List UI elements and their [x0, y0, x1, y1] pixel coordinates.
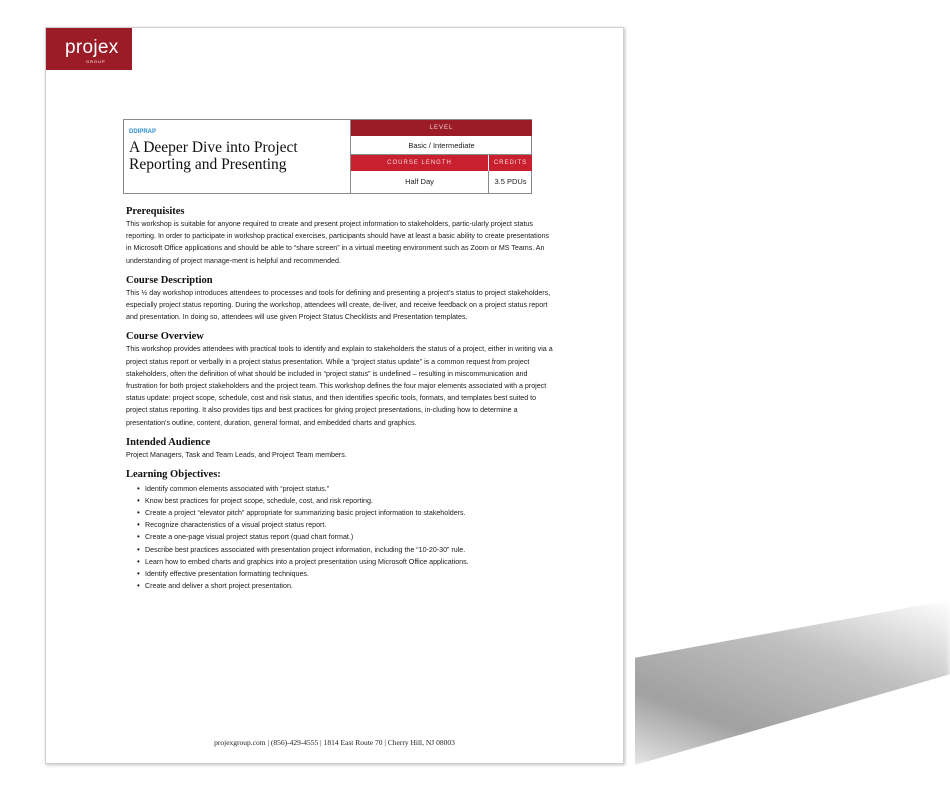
list-item: • Create and deliver a short project presentation.	[137, 580, 556, 592]
logo-wordmark: projex	[65, 37, 119, 58]
learning-objectives-list	[126, 483, 556, 592]
list-item: • Create a project “elevator pitch” appropriate for summarizing basic project information to stakeholders.	[137, 507, 556, 519]
prerequisites-heading: Prerequisites	[126, 206, 185, 217]
document-body	[126, 206, 556, 600]
learning-objectives-section	[126, 469, 556, 592]
level-header: LEVEL	[351, 120, 532, 136]
course-description-section	[126, 275, 556, 324]
course-overview-section	[126, 331, 556, 428]
course-info-grid	[350, 120, 532, 193]
list-item: • Describe best practices associated with presentation project information, including the “10-20-30” rule.	[137, 544, 556, 556]
list-item: • Know best practices for project scope, schedule, cost, and risk reporting.	[137, 495, 556, 507]
list-item: • Recognize characteristics of a visual project status report.	[137, 519, 556, 531]
course-description-heading: Course Description	[126, 274, 213, 286]
course-overview-text: This workshop provides attendees with practical tools to identify and explain to stakeholders the status of a project, either in writing via a project status report or verbally in a project status presentation. While a “project status update” is a common request from project stakeholders, often the definition of what should be included in “project status” is undefined – resulting in miscommunication and frustration for both project stakeholders and the project team. This workshop defines the four major elements associated with a project status update: project scope, schedule, cost and risk status, and then identifies specific tools, formats, and templates best suited to project status reporting. It also provides tips and best practices for giving project presentations, in-cluding how to determine a presentation’s outline, content, duration, general format, and embedded charts and graphics.	[126, 345, 553, 427]
course-code: DDIPRAP	[129, 129, 157, 135]
list-item: • Learn how to embed charts and graphics into a project presentation using Microsoft Office applications.	[137, 556, 556, 568]
logo-subtext: GROUP	[86, 59, 106, 64]
credits-header: CREDITS	[488, 155, 532, 171]
list-item: • Identify common elements associated with “project status.”	[137, 483, 556, 495]
prerequisites-section	[126, 206, 556, 267]
course-title-area	[124, 120, 350, 193]
list-item: • Create a one-page visual project status report (quad chart format.)	[137, 531, 556, 543]
projex-logo	[46, 28, 132, 70]
page-shadow	[600, 600, 950, 765]
footer-contact: projexgroup.com | (856)-429-4555 | 1814 East Route 70 | Cherry Hill, NJ 08003	[214, 738, 455, 747]
list-item: • Identify effective presentation formatting techniques.	[137, 568, 556, 580]
intended-audience-text: Project Managers, Task and Team Leads, and Project Team members.	[126, 450, 347, 459]
credits-value: 3.5 PDUs	[488, 171, 532, 193]
course-length-header: COURSE LENGTH	[351, 155, 488, 171]
course-title: A Deeper Dive into Project Reporting and Presenting	[129, 139, 298, 173]
course-length-value: Half Day	[405, 177, 434, 186]
course-description-text: This ½ day workshop introduces attendees to processes and tools for defining and presenting a project’s status to project stakeholders, especially project status reporting. During the workshop, attendees will create, de-liver, and receive feedback on a project status report and presentation. In doing so, attendees will use given Project Status Checklists and Presentation templates.	[126, 288, 551, 322]
document-page	[45, 27, 624, 764]
course-title-box	[123, 119, 532, 194]
learning-objectives-heading: Learning Objectives:	[126, 469, 221, 481]
intended-audience-heading: Intended Audience	[126, 436, 211, 448]
level-value: Basic / Intermediate	[351, 136, 532, 155]
prerequisites-text: This workshop is suitable for anyone required to create and present project information to stakeholders, partic-ularly project status reporting. In order to participate in workshop practical exercises, participants should have at least a basic ability to create presentations in Microsoft Office applications and should be able to “share screen” in a virtual meeting environment such as Zoom or MS Teams. An understanding of project manage-ment is helpful and recommended.	[126, 220, 550, 265]
course-overview-heading: Course Overview	[126, 331, 204, 343]
intended-audience-section	[126, 437, 556, 461]
